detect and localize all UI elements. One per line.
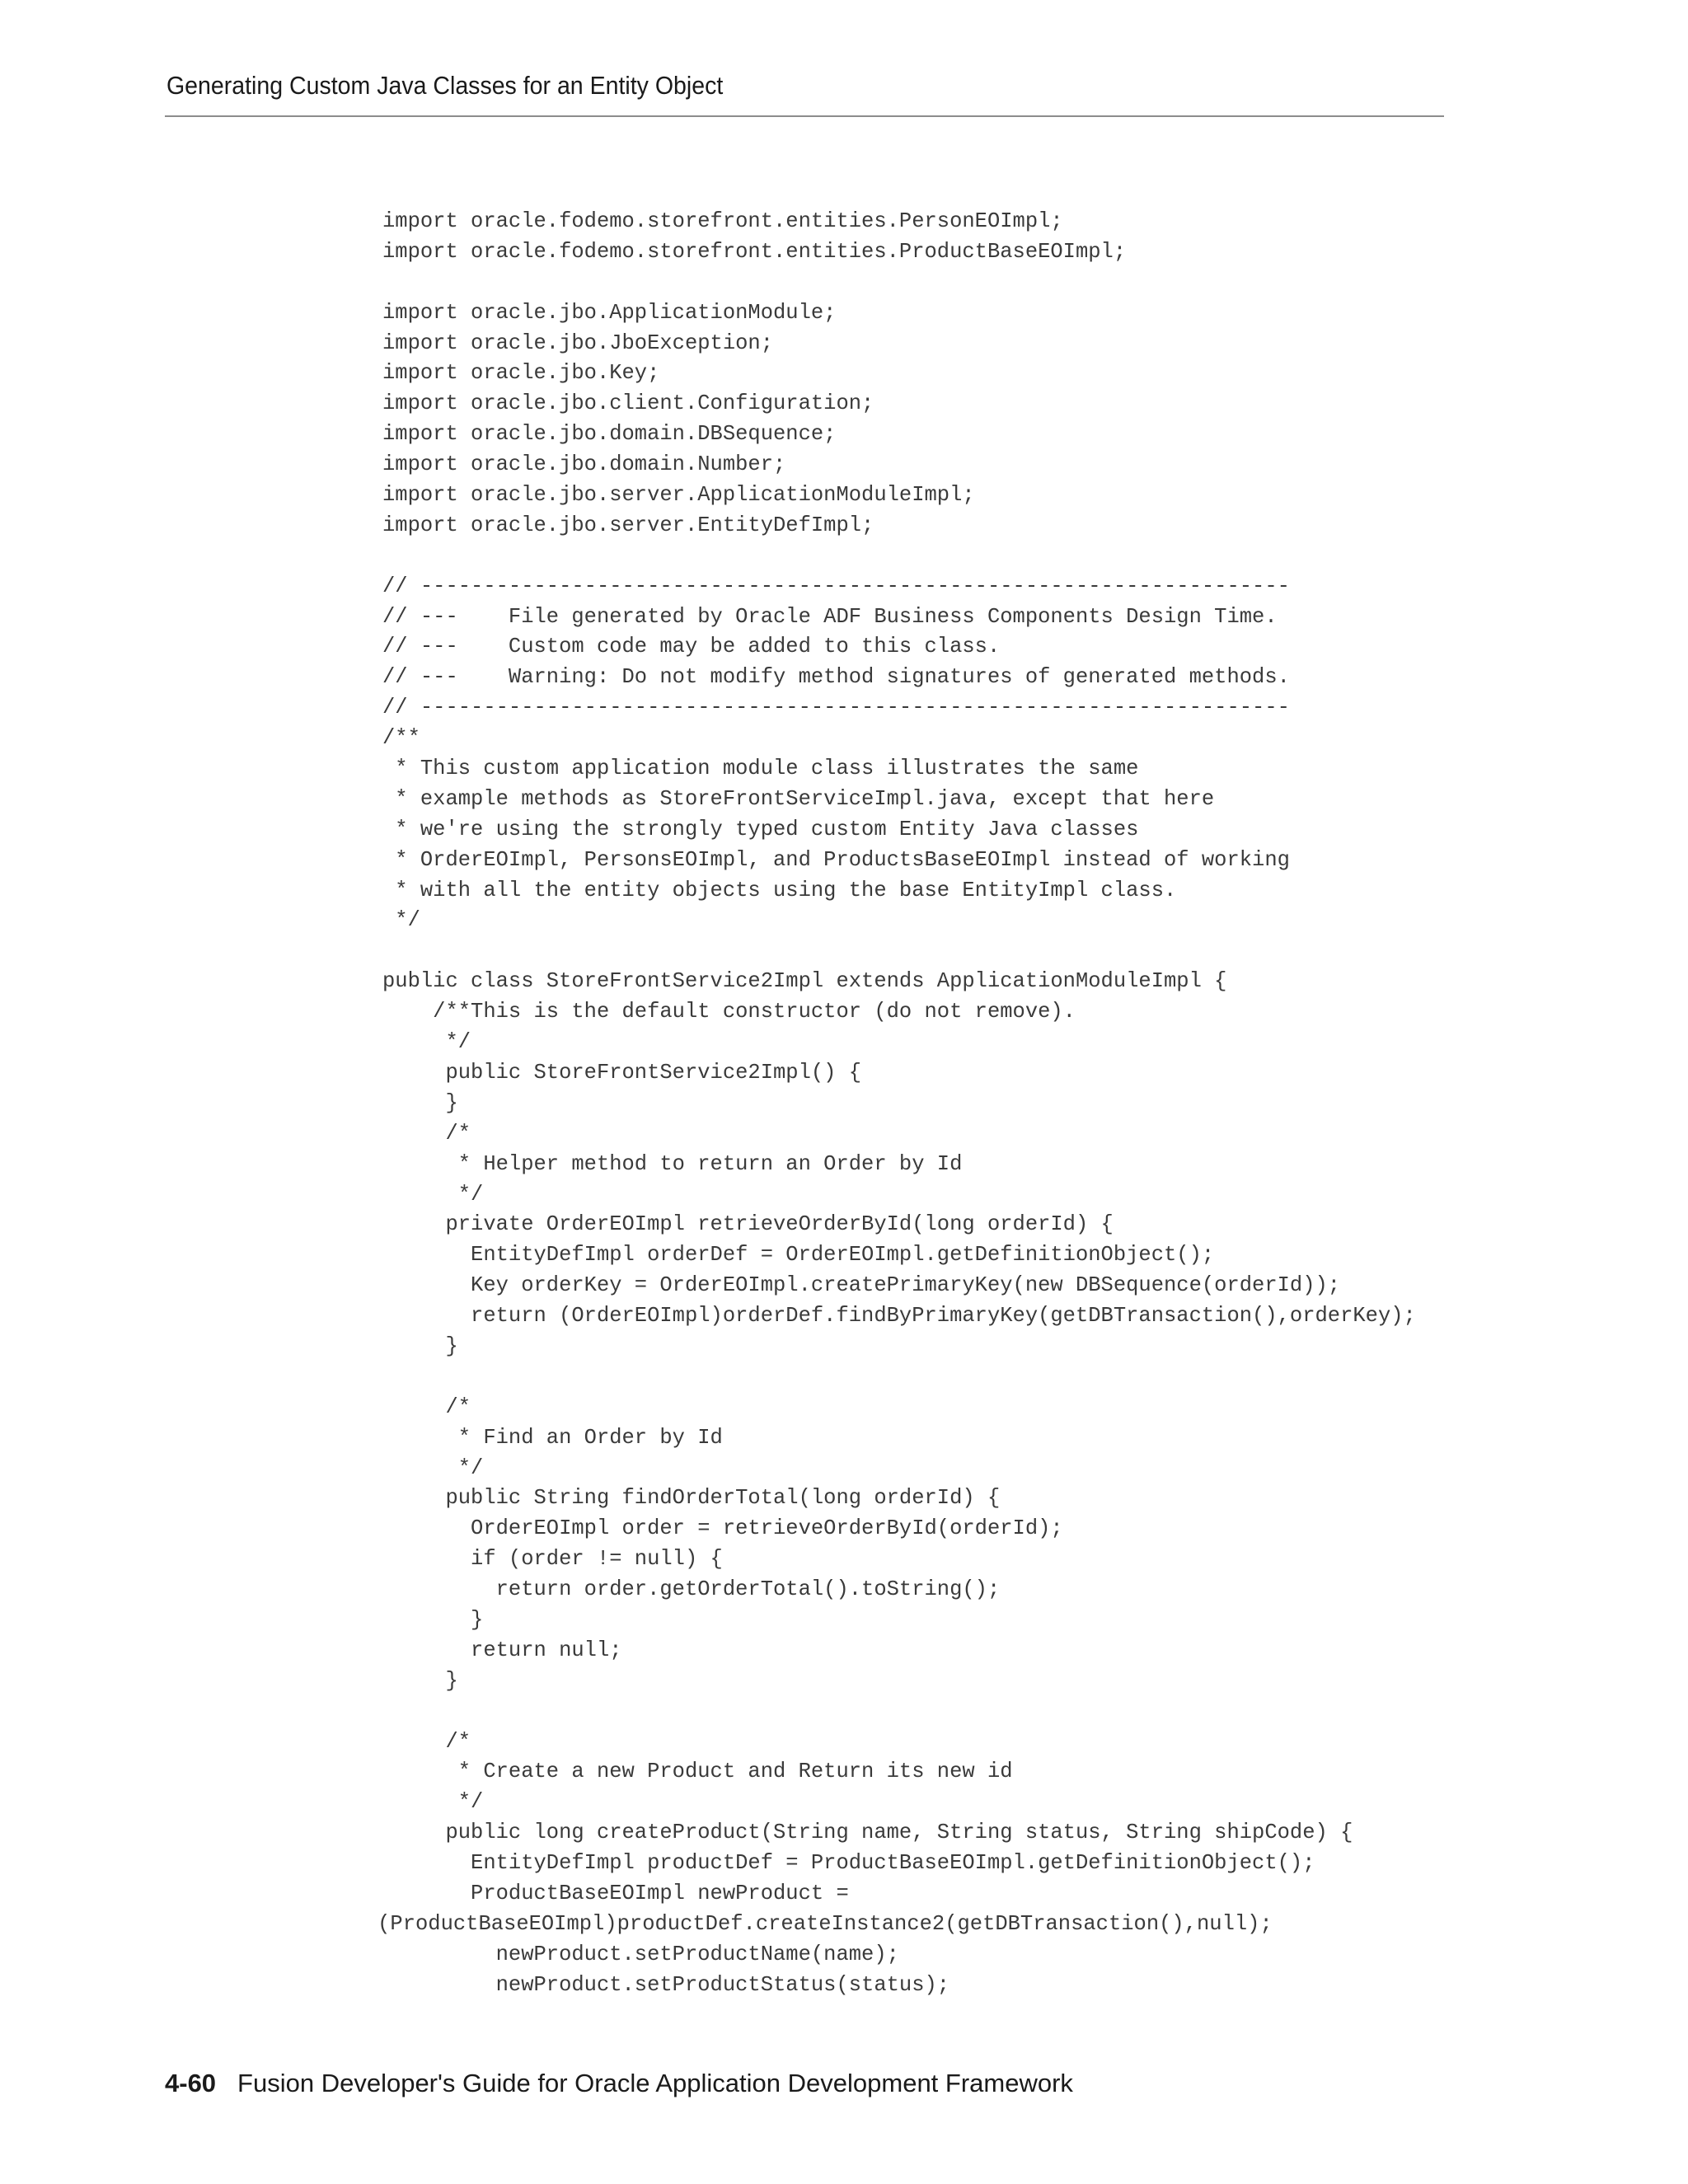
code-line: private OrderEOImpl retrieveOrderById(long orderId) { (382, 1212, 1114, 1237)
running-header: Generating Custom Java Classes for an Entity Object (166, 71, 724, 100)
code-line: /**This is the default constructor (do not remove). (382, 999, 1076, 1024)
code-line: // --------------------------------------------------------------------- (382, 695, 1290, 720)
code-line: } (382, 1333, 458, 1358)
code-line: } (382, 1667, 458, 1693)
code-line: EntityDefImpl productDef = ProductBaseEOImpl.getDefinitionObject(); (382, 1850, 1315, 1876)
code-listing (377, 206, 1416, 2000)
code-line: // --------------------------------------------------------------------- (382, 573, 1290, 598)
code-line: ProductBaseEOImpl newProduct = (382, 1880, 849, 1905)
code-line: import oracle.jbo.server.EntityDefImpl; (382, 512, 874, 537)
code-line: */ (382, 1029, 471, 1055)
code-line: import oracle.jbo.JboException; (382, 330, 774, 355)
code-line: return (OrderEOImpl)orderDef.findByPrimaryKey(getDBTransaction(),orderKey); (382, 1303, 1416, 1329)
header-divider (165, 115, 1444, 117)
code-line: import oracle.fodemo.storefront.entities.PersonEOImpl; (382, 209, 1063, 233)
code-line: import oracle.jbo.server.ApplicationModuleImpl; (382, 482, 975, 508)
code-line: // --- Warning: Do not modify method signatures of generated methods. (382, 664, 1290, 690)
code-line: newProduct.setProductName(name); (382, 1941, 899, 1966)
code-line: } (382, 1606, 484, 1632)
code-line: EntityDefImpl orderDef = OrderEOImpl.getDefinitionObject(); (382, 1242, 1215, 1268)
code-line: * with all the entity objects using the base EntityImpl class. (382, 877, 1177, 902)
running-footer (165, 2069, 1073, 2098)
code-line: import oracle.jbo.ApplicationModule; (382, 299, 837, 325)
code-line: */ (382, 1181, 484, 1207)
code-line: * Find an Order by Id (382, 1424, 723, 1450)
code-line: * This custom application module class illustrates the same (382, 756, 1139, 781)
code-line: public StoreFrontService2Impl() { (382, 1059, 862, 1085)
code-line: Key orderKey = OrderEOImpl.createPrimaryKey(new DBSequence(orderId)); (382, 1272, 1341, 1298)
code-line: * Helper method to return an Order by Id (382, 1151, 963, 1176)
page-number: 4-60 (165, 2069, 217, 2097)
code-line: import oracle.jbo.domain.DBSequence; (382, 421, 837, 447)
code-line: import oracle.jbo.Key; (382, 360, 660, 386)
code-line (382, 1696, 1416, 1727)
code-line: * OrderEOImpl, PersonsEOImpl, and ProductsBaseEOImpl instead of working (382, 846, 1290, 872)
code-line (382, 935, 1416, 966)
code-line (382, 267, 1416, 298)
code-line: public String findOrderTotal(long orderId) { (382, 1485, 1001, 1511)
code-line: return order.getOrderTotal().toString(); (382, 1577, 1001, 1602)
code-line: } (382, 1090, 458, 1115)
code-line: /* (382, 1728, 471, 1754)
code-line: import oracle.jbo.client.Configuration; (382, 391, 874, 416)
code-line: import oracle.jbo.domain.Number; (382, 452, 786, 477)
code-line: /** (382, 725, 420, 751)
code-line: public class StoreFrontService2Impl extends ApplicationModuleImpl { (382, 968, 1227, 994)
code-line: */ (382, 1455, 484, 1480)
code-line (382, 1361, 1416, 1392)
code-line: OrderEOImpl order = retrieveOrderById(orderId); (382, 1516, 1063, 1541)
code-line: (ProductBaseEOImpl)productDef.createInstance2(getDBTransaction(),null); (377, 1910, 1273, 1936)
code-line: newProduct.setProductStatus(status); (382, 1971, 950, 1997)
code-line: /* (382, 1394, 471, 1419)
code-line: */ (382, 1789, 484, 1815)
code-line: // --- Custom code may be added to this class. (382, 634, 1001, 659)
code-line: import oracle.fodemo.storefront.entities.ProductBaseEOImpl; (382, 238, 1127, 264)
code-line: * example methods as StoreFrontServiceImpl.java, except that here (382, 785, 1215, 811)
book-title: Fusion Developer's Guide for Oracle Application Development Framework (237, 2069, 1073, 2097)
code-line (382, 541, 1416, 571)
code-line: return null; (382, 1637, 622, 1662)
code-line: */ (382, 907, 420, 933)
code-line: /* (382, 1120, 471, 1146)
code-line: if (order != null) { (382, 1546, 723, 1572)
code-line: public long createProduct(String name, String status, String shipCode) { (382, 1820, 1353, 1845)
code-line: // --- File generated by Oracle ADF Business Components Design Time. (382, 603, 1278, 629)
code-line: * we're using the strongly typed custom Entity Java classes (382, 816, 1139, 841)
code-line: * Create a new Product and Return its new id (382, 1759, 1013, 1784)
